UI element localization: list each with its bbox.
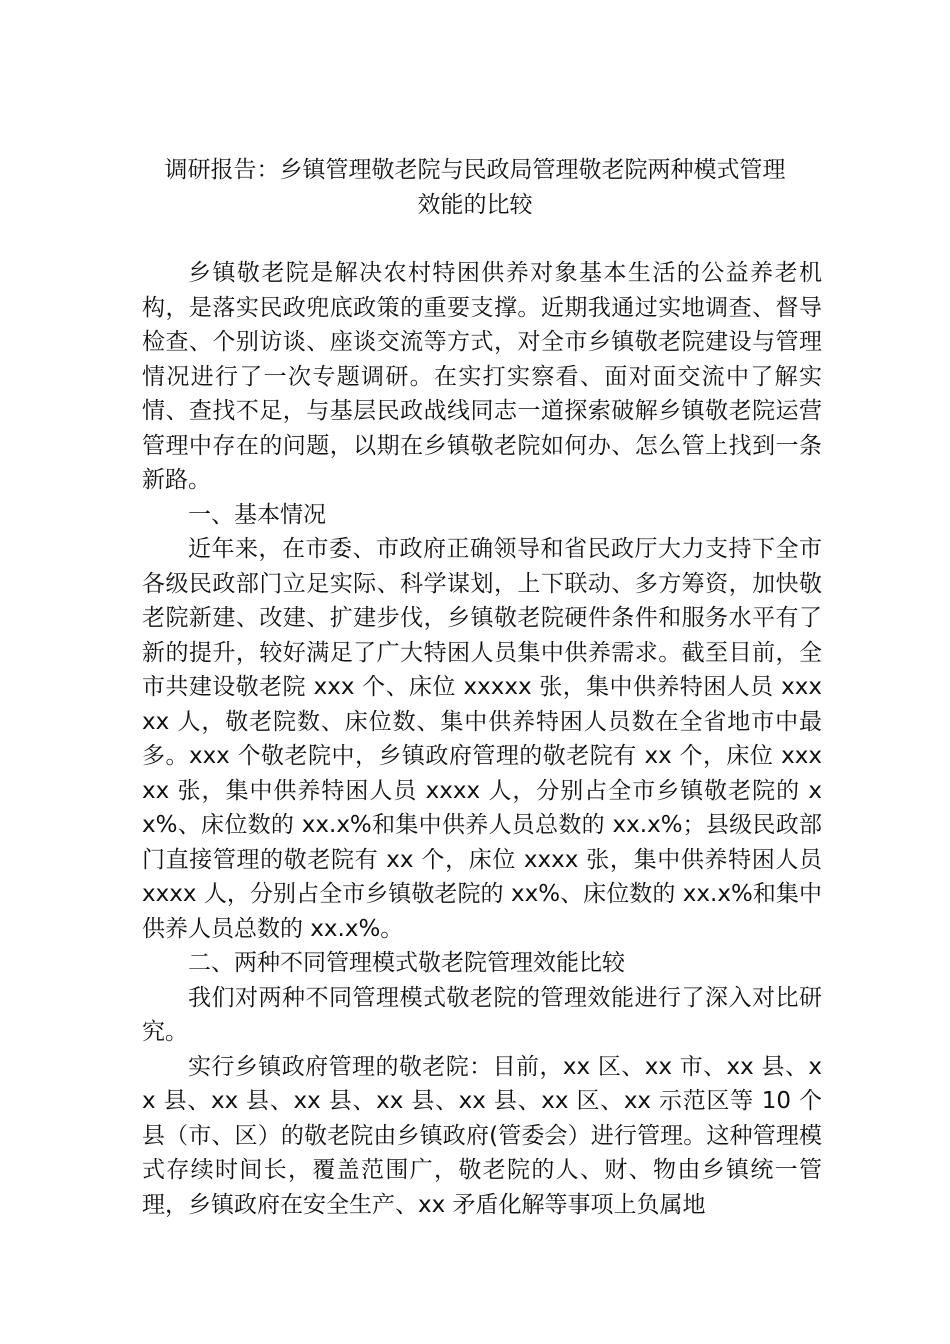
section-1-paragraph: 近年来，在市委、市政府正确领导和省民政厅大力支持下全市各级民政部门立足实际、科学谋划，上下联动、多方筹资，加快敬老院新建、改建、扩建步伐，乡镇敬老院硬件条件和服务水平有了新的提升，较好满足了广大特困人员集中供养需求。截至目前，全市共建设敬老院 xxx 个、床位 xxxxx 张，集中供养特困人员 xxxxx 人，敬老院数、床位数、集中供养特困人员数在全省地市中最多。xxx 个敬老院中，乡镇政府管理的敬老院有 xx 个，床位 xxxxx 张，集中供养特困人员 xxxx 人，分别占全市乡镇敬老院的 xx%、床位数的 xx.x%和集中供养人员总数的 xx.x%；县级民政部门直接管理的敬老院有 xx 个，床位 xxxx 张，集中供养特困人员 xxxx 人，分别占全市乡镇敬老院的 xx%、床位数的 xx.x%和集中供养人员总数的 xx.x%。 [142, 536, 822, 942]
document-body [142, 256, 822, 1222]
document-title-line-2: 效能的比较 [417, 192, 533, 218]
section-2-paragraph-1: 我们对两种不同管理模式敬老院的管理效能进行了深入对比研究。 [142, 984, 822, 1045]
section-1-heading: 一、基本情况 [188, 501, 326, 528]
document-title-line-1: 调研报告：乡镇管理敬老院与民政局管理敬老院两种模式管理 [164, 157, 786, 183]
section-2-paragraph-2: 实行乡镇政府管理的敬老院：目前，xx 区、xx 市、xx 县、xx 县、xx 县、xx 县、xx 县、xx 县、xx 区、xx 示范区等 10 个县（市、区）的敬老院由乡镇政府(管委会）进行管理。这种管理模式存续时间长，覆盖范围广，敬老院的人、财、物由乡镇统一管理，乡镇政府在安全生产、xx 矛盾化解等事项上负属地 [142, 1053, 822, 1218]
section-2-heading: 二、两种不同管理模式敬老院管理效能比较 [188, 950, 625, 976]
intro-paragraph: 乡镇敬老院是解决农村特困供养对象基本生活的公益养老机构，是落实民政兜底政策的重要支撑。近期我通过实地调查、督导检查、个别访谈、座谈交流等方式，对全市乡镇敬老院建设与管理情况进行了一次专题调研。在实打实察看、面对面交流中了解实情、查找不足，与基层民政战线同志一道探索破解乡镇敬老院运营管理中存在的问题，以期在乡镇敬老院如何办、怎么管上找到一条新路。 [142, 260, 822, 493]
